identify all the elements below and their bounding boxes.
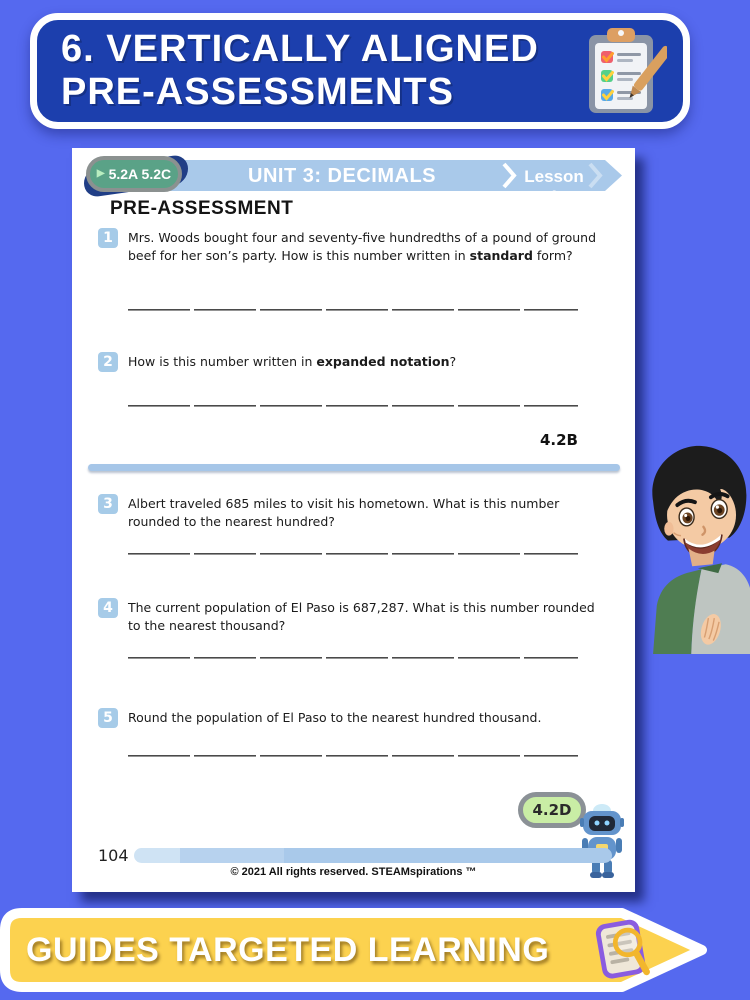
- unit-title: UNIT 3: DECIMALS: [248, 165, 436, 187]
- top-banner-title-line2: PRE-ASSESSMENTS: [61, 71, 454, 113]
- worksheet-page: [72, 148, 635, 892]
- top-banner-title-line1: 6. VERTICALLY ALIGNED: [61, 28, 539, 71]
- question-text: [128, 599, 602, 635]
- question-text-pre: How is this number written in: [128, 354, 317, 369]
- copyright-text: © 2021 All rights reserved. STEAMspirations ™: [230, 866, 477, 878]
- top-banner-title: [61, 28, 539, 113]
- answer-line-2[interactable]: [128, 404, 578, 407]
- question-number-badge: 3: [98, 494, 118, 514]
- question-text-pre: Round the population of El Paso to the nearest hundred thousand.: [128, 710, 542, 725]
- lesson-label: Lesson 1: [524, 167, 584, 206]
- standard-tag-4-2b: 4.2B: [539, 431, 578, 449]
- play-triangle-icon: ▶: [96, 168, 105, 179]
- question-text-bold: standard: [469, 247, 533, 263]
- clipboard-checklist-icon: [579, 25, 667, 117]
- question-text: [128, 229, 602, 265]
- bottom-banner: [0, 906, 710, 994]
- question-text-pre: Albert traveled 685 miles to visit his hometown. What is this number rounded to the nearest hundred?: [128, 496, 560, 529]
- chevron-right-icon: [588, 162, 604, 189]
- cartoon-boy-illustration: [640, 442, 750, 654]
- question-number-badge: 2: [98, 352, 118, 372]
- magnifier-notepad-icon: [584, 914, 658, 988]
- question-number-badge: 5: [98, 708, 118, 728]
- answer-line-4[interactable]: [128, 656, 578, 659]
- bottom-banner-label: GUIDES TARGETED LEARNING: [26, 930, 550, 969]
- top-banner: [30, 13, 690, 129]
- chevron-right-icon: [502, 162, 518, 189]
- footer-bar: [134, 848, 612, 863]
- question-text: [128, 709, 602, 727]
- question-text-pre: Mrs. Woods bought four and seventy-five hundredths of a pound of ground beef for her son’s party. How is this number written in: [128, 230, 597, 263]
- answer-line-3[interactable]: [128, 552, 578, 555]
- standards-badge: [86, 156, 182, 192]
- standards-badge-label: 5.2A 5.2C: [108, 166, 172, 182]
- question-number-badge: 4: [98, 598, 118, 618]
- page-number: 104: [98, 846, 129, 865]
- section-title: PRE-ASSESSMENT: [110, 198, 294, 219]
- question-text: [128, 495, 602, 531]
- question-text-bold: expanded notation: [316, 354, 450, 369]
- question-text-pre: The current population of El Paso is 687,287. What is this number rounded to the nearest thousand?: [128, 600, 595, 633]
- question-number-badge: 1: [98, 228, 118, 248]
- standard-tag-label: 4.2D: [532, 801, 572, 819]
- answer-line-5[interactable]: [128, 754, 578, 757]
- question-text-post: form?: [532, 247, 573, 263]
- question-text: [128, 353, 602, 371]
- answer-line-1[interactable]: [128, 308, 578, 311]
- standard-tag-4-2d: [518, 792, 586, 828]
- question-text-post: ?: [449, 354, 457, 369]
- section-divider: [88, 464, 620, 471]
